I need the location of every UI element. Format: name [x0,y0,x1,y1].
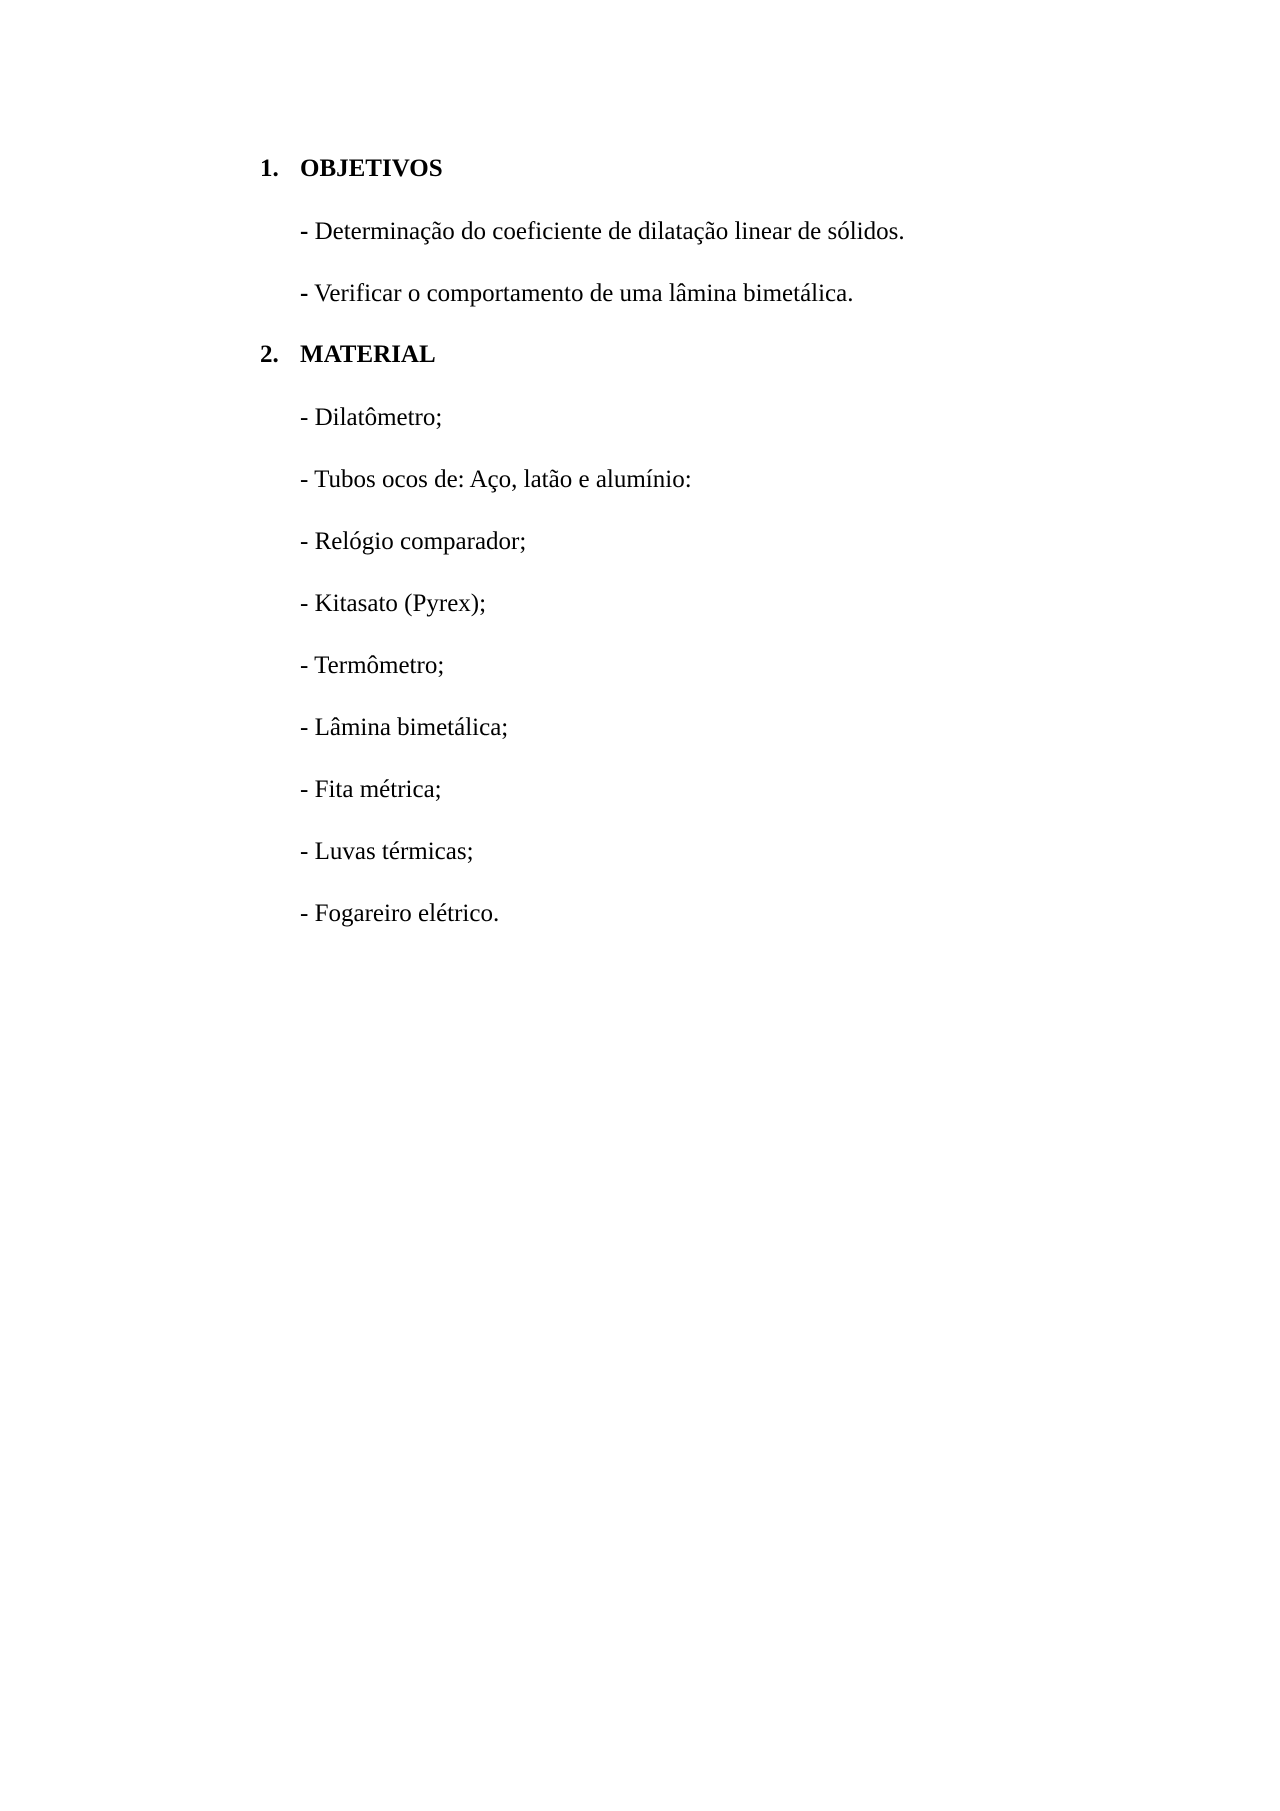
item-marker: - [300,652,309,679]
item-text: Kitasato (Pyrex); [308,590,487,617]
section-title: OBJETIVOS [300,155,443,182]
list-item [300,715,508,740]
list-item [300,529,526,554]
item-marker: - [300,280,309,307]
item-marker: - [300,528,309,555]
item-marker: - [300,590,309,617]
list-item [300,219,905,244]
item-text: Lâmina bimetálica; [308,714,509,741]
section-heading-objetivos [260,156,443,181]
item-marker: - [300,466,309,493]
item-marker: - [300,404,309,431]
section-title: MATERIAL [300,341,436,368]
item-text: Dilatômetro; [308,404,443,431]
item-text: Relógio comparador; [308,528,527,555]
item-marker: - [300,838,309,865]
list-item [300,901,499,926]
list-item [300,405,442,430]
list-item [300,281,854,306]
section-number: 2. [260,341,279,368]
section-heading-material [260,342,436,367]
list-item [300,467,692,492]
item-text: Fogareiro elétrico. [308,900,500,927]
item-marker: - [300,714,309,741]
list-item [300,839,474,864]
list-item [300,653,444,678]
list-item [300,777,442,802]
list-item [300,591,486,616]
item-text: Termômetro; [308,652,445,679]
item-marker: - [300,776,309,803]
item-marker: - [300,900,309,927]
item-text: Verificar o comportamento de uma lâmina bimetálica. [308,280,854,307]
item-text: Tubos ocos de: Aço, latão e alumínio: [308,466,692,493]
item-text: Luvas térmicas; [308,838,474,865]
section-number: 1. [260,155,279,182]
item-text: Fita métrica; [308,776,442,803]
item-text: Determinação do coeficiente de dilatação linear de sólidos. [308,218,905,245]
item-marker: - [300,218,309,245]
